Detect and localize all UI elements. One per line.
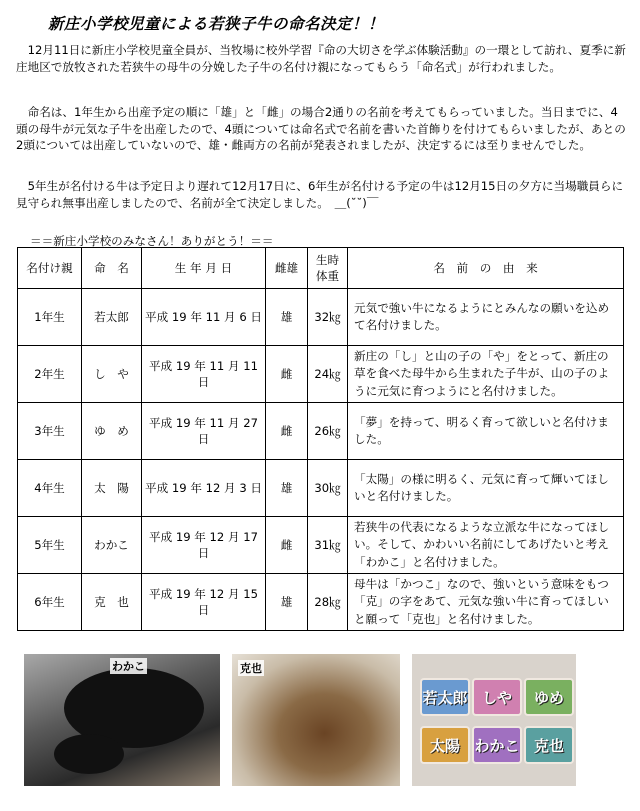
photo-wakako-label: わかこ [112,660,145,673]
row-weight: 26㎏ [308,403,348,460]
row-birth: 平成 19 年 12 月 3 日 [142,460,266,517]
photo-katsuya-label: 克也 [240,662,262,675]
header-weight-line2: 体重 [315,269,340,283]
table-row [18,460,624,517]
row-birth: 平成 19 年 12 月 17 日 [142,517,266,574]
table-row [18,574,624,631]
row-name: 太 陽 [82,460,142,517]
row-birth: 平成 19 年 12 月 15 日 [142,574,266,631]
row-birth: 平成 19 年 11 月 6 日 [142,289,266,346]
row-sex: 雌 [266,346,308,403]
row-weight: 24㎏ [308,346,348,403]
header-name: 命 名 [82,248,142,289]
row-name: わかこ [82,517,142,574]
row-sex: 雄 [266,289,308,346]
name-card: しや [472,678,522,716]
page-title: 新庄小学校児童による若狭子牛の命名決定！！ [48,15,385,33]
intro-paragraph: 12月11日に新庄小学校児童全員が、当牧場に校外学習『命の大切さを学ぶ体験活動』の一環として訪れ、夏季に新庄地区で放牧された若狭牛の母牛の分娩した子牛の名付け親になってもらう「命名式」が行われました。 [16,43,626,74]
header-reason: 名 前 の 由 来 [348,248,624,289]
row-reason: 「太陽」の様に明るく、元気に育って輝いてほしいと名付けました。 [348,460,624,517]
row-birth: 平成 19 年 11 月 11 日 [142,346,266,403]
photo-katsuya [232,654,400,786]
name-card: ゆめ [524,678,574,716]
row-namer: 6年生 [18,574,82,631]
row-name: し や [82,346,142,403]
row-birth: 平成 19 年 11 月 27 日 [142,403,266,460]
row-name: 克 也 [82,574,142,631]
name-card: 克也 [524,726,574,764]
row-sex: 雌 [266,403,308,460]
row-weight: 28㎏ [308,574,348,631]
row-sex: 雄 [266,460,308,517]
row-namer: 1年生 [18,289,82,346]
table-row [18,346,624,403]
name-card: 太陽 [420,726,470,764]
photo-wakako [24,654,220,786]
photo-name-cards [412,654,576,786]
row-namer: 4年生 [18,460,82,517]
header-weight [308,248,348,289]
header-birth: 生 年 月 日 [142,248,266,289]
row-weight: 30㎏ [308,460,348,517]
row-reason: 元気で強い牛になるようにとみんなの願いを込めて名付けました。 [348,289,624,346]
table-row [18,289,624,346]
row-weight: 31㎏ [308,517,348,574]
mother-cow-head-shape [54,734,124,774]
name-card: 若太郎 [420,678,470,716]
row-reason: 若狭牛の代表になるような立派な牛になってほしい。そして、かわいい名前にしてあげたいと考え「わかこ」と名付けました。 [348,517,624,574]
row-namer: 2年生 [18,346,82,403]
table-row [18,517,624,574]
name-card: わかこ [472,726,522,764]
header-weight-line1: 生時 [315,253,340,267]
header-sex: 雌雄 [266,248,308,289]
row-name: 若太郎 [82,289,142,346]
table-row [18,403,624,460]
row-reason: 母牛は「かつこ」なので、強いという意味をもつ「克」の字をあて、元気な強い牛に育ってほしいと願って「克也」と名付けました。 [348,574,624,631]
result-paragraph: 5年生が名付ける牛は予定日より遅れて12月17日に、6年生が名付ける予定の牛は12月15日の夕方に当場職員らに見守られ無事出産しましたので、名前が全て決定しました。 ＿(˘˘)￣ [16,179,624,210]
row-sex: 雄 [266,574,308,631]
header-namer: 名付け親 [18,248,82,289]
thanks-line: ＝＝新庄小学校のみなさん！ありがとう！＝＝ [30,234,274,248]
row-sex: 雌 [266,517,308,574]
naming-paragraph: 命名は、1年生から出産予定の順に「雄」と「雌」の場合2通りの名前を考えてもらっていました。当日までに、4頭の母牛が元気な子牛を出産したので、4頭については命名式で名前を書いた首飾りを付けてもらいましたが、あとの2頭については出産していないので、雄・雌両方の名前が発表されましたが、決定するには至りませんでした。 [16,105,626,152]
row-weight: 32㎏ [308,289,348,346]
row-namer: 5年生 [18,517,82,574]
row-namer: 3年生 [18,403,82,460]
table-header-row [18,248,624,289]
row-reason: 新庄の「し」と山の子の「や」をとって、新庄の草を食べた母牛から生まれた子牛が、山の子のように元気に育つようにと名付けました。 [348,346,624,403]
row-name: ゆ め [82,403,142,460]
naming-table [17,247,624,631]
row-reason: 「夢」を持って、明るく育って欲しいと名付けました。 [348,403,624,460]
